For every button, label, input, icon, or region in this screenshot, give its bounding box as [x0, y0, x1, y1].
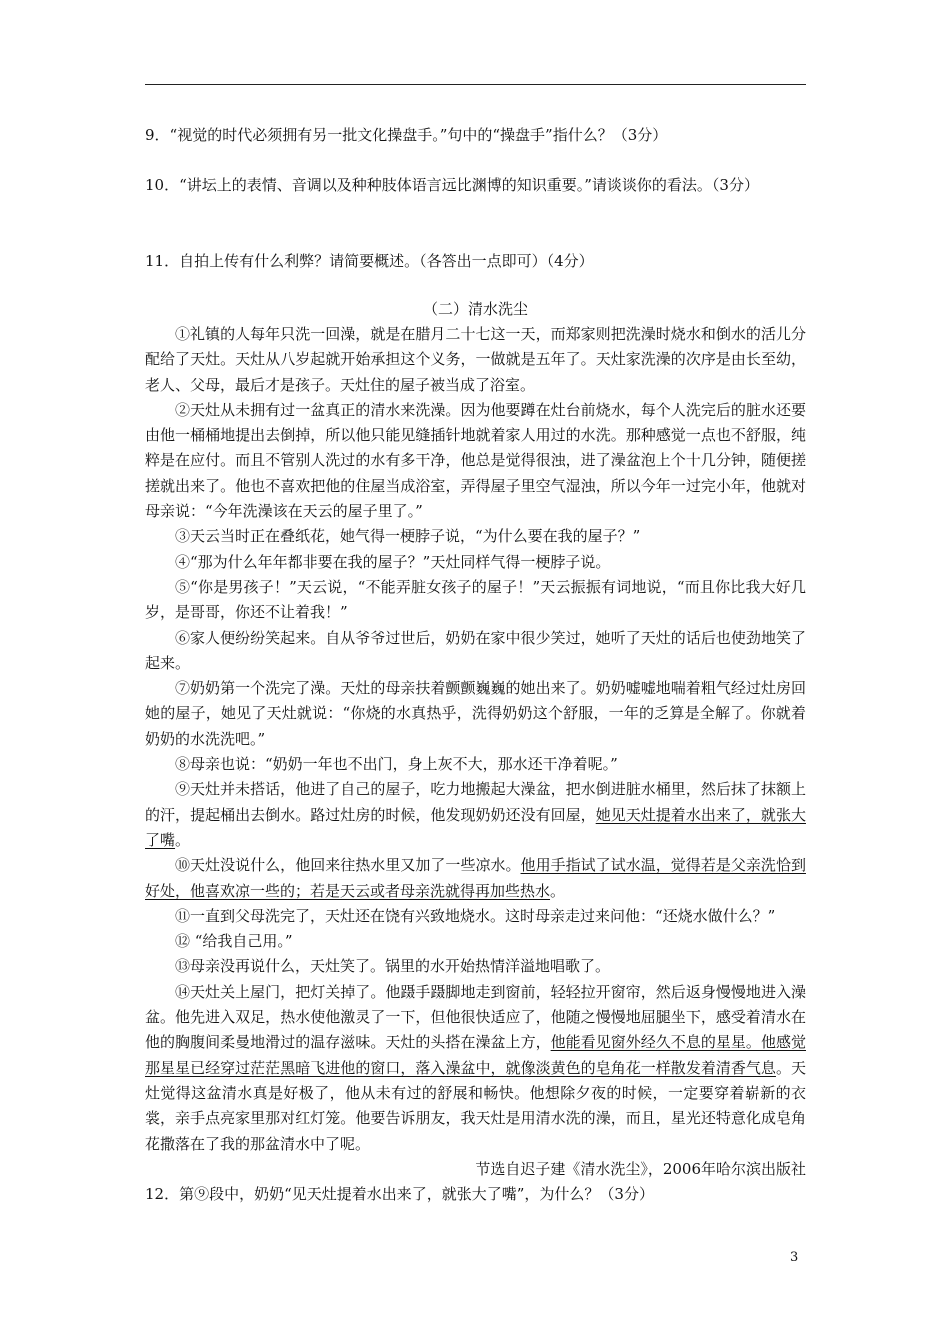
paragraph-12: ⑫ “给我自己用。”	[175, 932, 293, 951]
paragraph-10-end: 。	[550, 881, 566, 900]
paragraph-10	[145, 853, 806, 904]
paragraph-9	[145, 777, 806, 853]
question-12: 12．第⑨段中，奶奶“见天灶提着水出来了，就张大了嘴”，为什么？（3分）	[145, 1185, 654, 1204]
paragraph-9-underlined: 她见天灶提着水出来了，就张大了嘴	[145, 805, 806, 849]
reading-passage	[145, 322, 806, 1207]
question-11: 11．自拍上传有什么利弊？请简要概述。（各答出一点即可）（4分）	[145, 252, 594, 270]
paragraph-10-underlined: 他用手指试了试水温，觉得若是父亲洗恰到好处，他喜欢凉一些的；若是天云或者母亲洗就得再加些热水	[145, 856, 806, 900]
question-9: 9．“视觉的时代必须拥有另一批文化操盘手。”句中的“操盘手”指什么？（3分）	[145, 126, 668, 144]
paragraph-14-underlined: 他能看见窗外经久不息的星星。他感觉那星星已经穿过茫茫黑暗飞进他的窗口，落入澡盆中，就像淡黄色的皂角花一样散发着清香气息	[145, 1033, 806, 1077]
paragraph-7: ⑦奶奶第一个洗完了澡。天灶的母亲扶着颤颤巍巍的她出来了。奶奶嘘嘘地喘着粗气经过灶房回她的屋子，她见了天灶就说：“你烧的水真热乎，洗得奶奶这个舒服，一年的乏算是全解了。你就着奶奶的水洗洗吧。”	[145, 679, 806, 748]
paragraph-4: ④“那为什么年年都非要在我的屋子？”天灶同样气得一梗脖子说。	[175, 552, 611, 571]
paragraph-9-end: 。	[175, 830, 191, 849]
paragraph-10-text: ⑩天灶没说什么，他回来往热水里又加了一些凉水。	[175, 856, 521, 875]
source-citation: 节选自迟子建《清水洗尘》，2006年哈尔滨出版社	[475, 1159, 806, 1178]
paragraph-2: ②天灶从未拥有过一盆真正的清水来洗澡。因为他要蹲在灶台前烧水，每个人洗完后的脏水还要由他一桶桶地提出去倒掉，所以他只能见缝插针地就着家人用过的水洗。那种感觉一点也不舒服，纯粹是在应付。而且不管别人洗过的水有多干净，他总是觉得很浊，进了澡盆泡上个十几分钟，随便搓搓就出来了。他也不喜欢把他的住屋当成浴室，弄得屋子里空气湿浊，所以今年一过完小年，他就对母亲说：“今年洗澡该在天云的屋子里了。”	[145, 400, 806, 521]
paragraph-8: ⑧母亲也说：“奶奶一年也不出门，身上灰不大，那水还干净着呢。”	[175, 755, 618, 774]
page-number: 3	[790, 1250, 799, 1265]
paragraph-1: ①礼镇的人每年只洗一回澡，就是在腊月二十七这一天，而郑家则把洗澡时烧水和倒水的活儿分配给了天灶。天灶从八岁起就开始承担这个义务，一做就是五年了。天灶家洗澡的次序是由长至幼，老人、父母，最后才是孩子。天灶住的屋子被当成了浴室。	[145, 325, 806, 394]
paragraph-9-text: ⑨天灶并未搭话，他进了自己的屋子，吃力地搬起大澡盆，把水倒进脏水桶里，然后抹了抹额上的汗，提起桶出去倒水。路过灶房的时候，他发现奶奶还没有回屋，	[145, 780, 806, 824]
paragraph-6: ⑥家人便纷纷笑起来。自从爷爷过世后，奶奶在家中很少笑过，她听了天灶的话后也使劲地笑了起来。	[145, 628, 806, 672]
paragraph-14-end: 。天灶觉得这盆清水真是好极了，他从未有过的舒展和畅快。他想除夕夜的时候，一定要穿着崭新的衣裳，亲手点亮家里那对红灯笼。他要告诉朋友，我天灶是用清水洗的澡，而且，星光还特意化成皂角花撒落在了我的那盆清水中了呢。	[145, 1058, 806, 1153]
paragraph-3: ③天云当时正在叠纸花，她气得一梗脖子说，“为什么要在我的屋子？”	[175, 527, 641, 546]
question-10: 10．“讲坛上的表情、音调以及种种肢体语言远比渊博的知识重要。”请谈谈你的看法。（3分）	[145, 176, 759, 194]
paragraph-11: ⑪一直到父母洗完了，天灶还在饶有兴致地烧水。这时母亲走过来问他：“还烧水做什么？”	[175, 906, 776, 925]
paragraph-5: ⑤“你是男孩子！”天云说，“不能弄脏女孩子的屋子！”天云振振有词地说，“而且你比我大好几岁，是哥哥，你还不让着我！”	[145, 577, 806, 622]
paragraph-14-text: ⑭天灶关上屋门，把灯关掉了。他蹑手蹑脚地走到窗前，轻轻拉开窗帘，然后返身慢慢地进入澡盆。他先进入双足，热水使他激灵了一下，但他很快适应了，他随之慢慢地屈腿坐下，感受着清水在他的胸腹间柔曼地滑过的温存滋味。天灶的头搭在澡盆上方，	[145, 982, 806, 1052]
section-title: （二）清水洗尘	[422, 300, 528, 318]
header-rule	[145, 84, 806, 85]
paragraph-14	[145, 980, 806, 1157]
paragraph-13: ⑬母亲没再说什么，天灶笑了。锅里的水开始热情洋溢地唱歌了。	[175, 957, 611, 976]
